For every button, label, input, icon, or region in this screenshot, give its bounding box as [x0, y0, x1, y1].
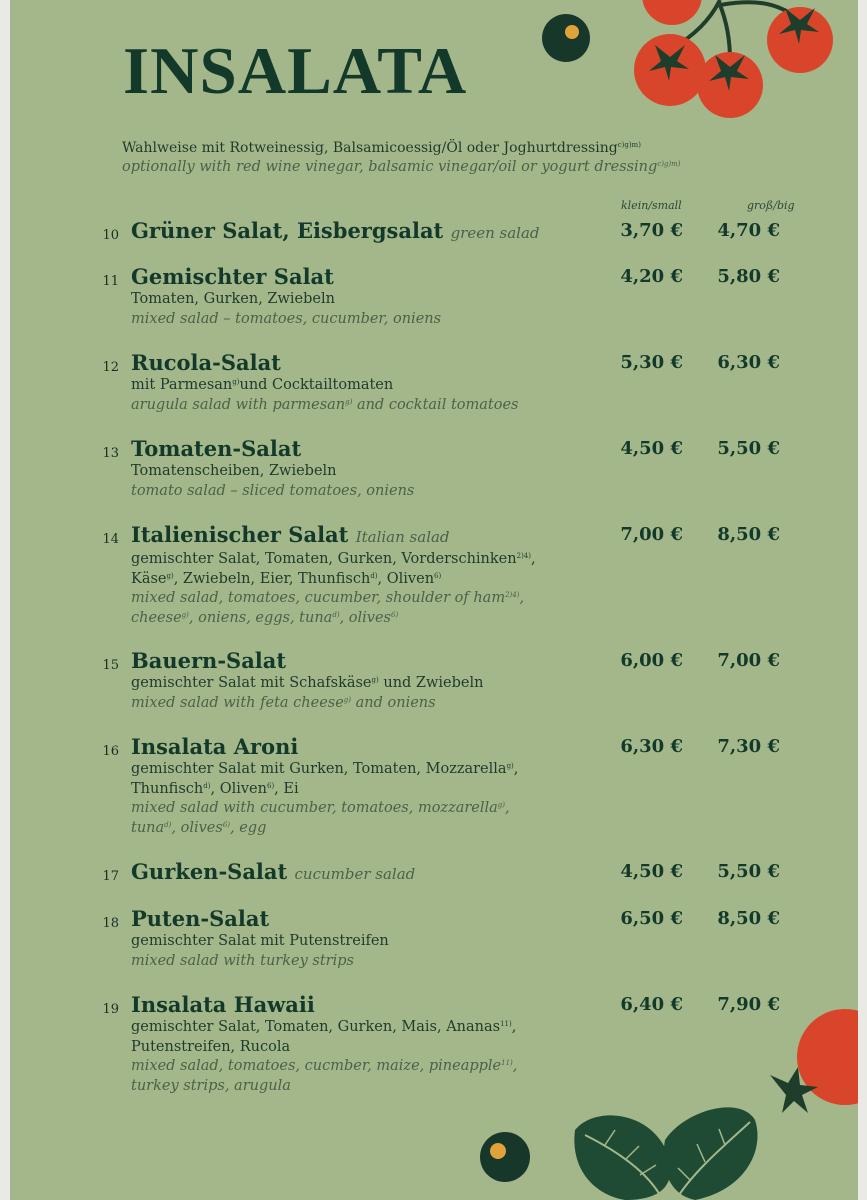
column-big: groß/big	[747, 199, 795, 212]
item-name: Bauern-Salat	[131, 648, 287, 673]
price-small: 7,00 €	[620, 524, 683, 545]
item-description-de: gemischter Salat mit Schafskäse$^{g)}$ und Zwiebeln	[131, 675, 484, 691]
item-description-de: Tomaten, Gurken, Zwiebeln	[131, 291, 335, 307]
item-description-de: gemischter Salat, Tomaten, Gurken, Vorderschinken$^{2)4)}$,	[131, 551, 536, 567]
item-number: 17	[102, 869, 119, 884]
item-description-en: mixed salad, tomatoes, cucumber, shoulder of ham$^{2)4)}$,	[131, 590, 525, 606]
item-description-en: mixed salad with turkey strips	[131, 952, 354, 969]
item-number: 12	[102, 360, 119, 375]
price-small: 6,30 €	[620, 736, 683, 757]
price-big: 7,30 €	[717, 736, 780, 757]
item-number: 14	[102, 532, 119, 547]
allergen-code: c)g)m)	[657, 160, 681, 168]
menu-page	[10, 0, 858, 1200]
item-subtitle: cucumber salad	[294, 865, 416, 883]
item-description-en: mixed salad – tomatoes, cucumber, oniens	[131, 310, 442, 327]
price-small: 6,40 €	[620, 994, 683, 1015]
price-small: 4,20 €	[620, 266, 683, 287]
price-small: 4,50 €	[620, 861, 683, 882]
item-subtitle: green salad	[450, 224, 540, 242]
tomato-vine-icon	[610, 0, 858, 125]
price-small: 5,30 €	[620, 352, 683, 373]
item-number: 18	[102, 916, 119, 931]
item-name: Grüner Salat, Eisbergsalat	[131, 218, 444, 243]
item-number: 15	[102, 658, 119, 673]
price-small: 6,00 €	[620, 650, 683, 671]
item-description-de: Thunfisch$^{d)}$, Oliven$^{6)}$, Ei	[131, 780, 299, 797]
item-description-de: Tomatenscheiben, Zwiebeln	[131, 463, 337, 479]
item-name: Rucola-Salat	[131, 350, 281, 375]
price-big: 5,50 €	[717, 438, 780, 459]
item-name: Gemischter Salat	[131, 264, 334, 289]
price-big: 8,50 €	[717, 908, 780, 929]
price-big: 8,50 €	[717, 524, 780, 545]
item-name: Insalata Aroni	[131, 734, 299, 759]
item-subtitle: Italian salad	[355, 528, 450, 546]
dressing-note-en: optionally with red wine vinegar, balsamic vinegar/oil or yogurt dressing	[122, 159, 658, 175]
olive-icon	[540, 12, 592, 64]
item-name: Tomaten-Salat	[131, 436, 302, 461]
price-big: 4,70 €	[717, 220, 780, 241]
tomato-icon	[765, 1000, 858, 1120]
item-description-en: turkey strips, arugula	[131, 1077, 291, 1094]
item-name: Insalata Hawaii	[131, 992, 315, 1017]
item-number: 16	[102, 744, 119, 759]
item-description-de: mit Parmesan$^{g)}$und Cocktailtomaten	[131, 377, 394, 393]
price-small: 4,50 €	[620, 438, 683, 459]
item-number: 11	[102, 274, 119, 289]
column-small: klein/small	[621, 199, 682, 212]
basil-leaves-icon	[565, 1100, 765, 1200]
price-big: 6,30 €	[717, 352, 780, 373]
item-description-en: arugula salad with parmesan$^{g)}$ and cocktail tomatoes	[131, 396, 519, 413]
item-name: Puten-Salat	[131, 906, 270, 931]
item-description-en: tomato salad – sliced tomatoes, oniens	[131, 482, 415, 499]
item-description-en: mixed salad with cucumber, tomatoes, mozzarella$^{g)}$,	[131, 800, 510, 816]
item-name: Italienischer Salat	[131, 522, 349, 547]
item-description-de: gemischter Salat, Tomaten, Gurken, Mais, Ananas$^{11)}$,	[131, 1019, 517, 1035]
item-name: Gurken-Salat	[131, 859, 288, 884]
page-title: INSALATA	[123, 34, 468, 108]
price-small: 6,50 €	[620, 908, 683, 929]
item-description-de: gemischter Salat mit Gurken, Tomaten, Mozzarella$^{g)}$,	[131, 761, 519, 777]
price-big: 7,90 €	[717, 994, 780, 1015]
item-description-en: tuna$^{d)}$, olives$^{6)}$, egg	[131, 819, 267, 836]
item-description-en: mixed salad with feta cheese$^{g)}$ and oniens	[131, 694, 436, 711]
allergen-code: c)g)m)	[617, 141, 641, 149]
price-big: 5,80 €	[717, 266, 780, 287]
item-number: 10	[102, 228, 119, 243]
item-description-de: gemischter Salat mit Putenstreifen	[131, 933, 389, 949]
dressing-note	[122, 138, 681, 178]
item-number: 19	[102, 1002, 119, 1017]
item-description-de: Käse$^{g)}$, Zwiebeln, Eier, Thunfisch$^{d)}$, Oliven$^{6)}$	[131, 570, 442, 587]
item-description-en: cheese$^{g)}$, oniens, eggs, tuna$^{d)}$, olives$^{6)}$	[131, 609, 399, 626]
price-big: 7,00 €	[717, 650, 780, 671]
item-number: 13	[102, 446, 119, 461]
price-small: 3,70 €	[620, 220, 683, 241]
item-description-de: Putenstreifen, Rucola	[131, 1038, 291, 1055]
price-big: 5,50 €	[717, 861, 780, 882]
dressing-note-de: Wahlweise mit Rotweinessig, Balsamicoessig/Öl oder Joghurtdressing	[122, 140, 618, 156]
olive-icon	[478, 1130, 532, 1184]
item-description-en: mixed salad, tomatoes, cucmber, maize, pineapple$^{11)}$,	[131, 1058, 518, 1074]
